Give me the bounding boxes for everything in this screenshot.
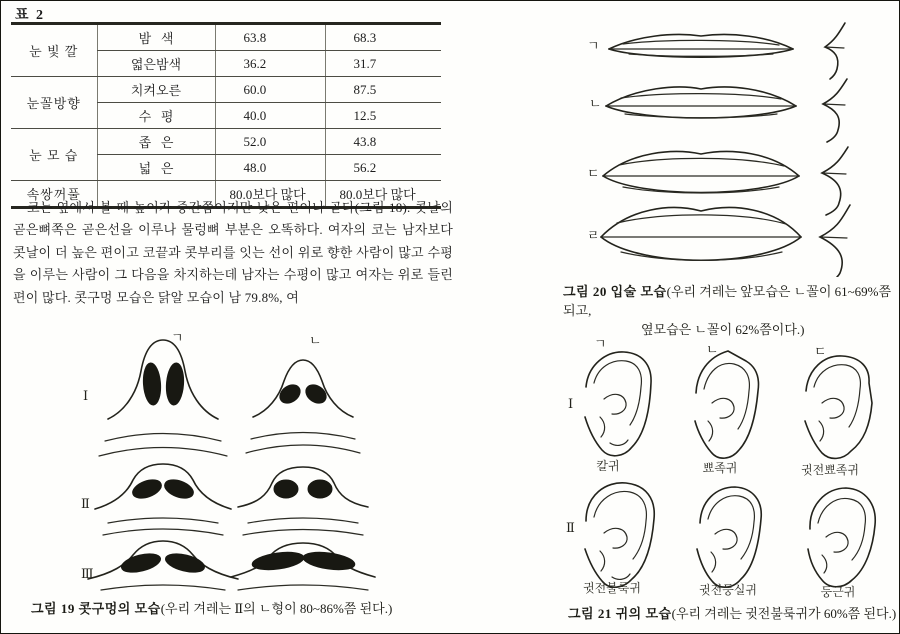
fig19-column-label: ㄱ [171,330,184,345]
fig19-row-label: Ⅱ [81,496,90,511]
table-row [11,24,441,51]
nose-row3-type-g [88,541,238,590]
fig21-row-label: Ⅱ [566,520,575,535]
lip-shapes-drawing [551,9,899,277]
sub-label: 치켜오른 [97,77,215,103]
value-cell: 68.3 [325,24,441,51]
group-label-eye-color: 눈 빛 깔 [11,24,97,77]
value-cell: 48.0 [215,155,325,181]
figure-20-caption-note-line2: 옆모습은 ㄴ꼴이 62%쯤이다.) [641,322,805,337]
ear-name-pointed-ear: 뾰족귀 [702,461,738,475]
sub-label: 좁 은 [97,129,215,155]
value-cell: 63.8 [215,24,325,51]
figure-20-caption [563,281,897,338]
nose-row2-type-n [238,467,368,535]
sub-label: 넓 은 [97,155,215,181]
sub-label: 엷은밤색 [97,51,215,77]
value-cell: 52.0 [215,129,325,155]
lips-side-row3 [822,147,848,215]
ear-name-knife-ear: 칼귀 [596,459,620,473]
ear-name-pointed-rim-ear: 귓전뾰족귀 [801,463,859,477]
fig19-row-label: Ⅰ [83,388,89,403]
fig20-row-label: ㄹ [587,228,600,243]
fig20-row-label: ㄷ [587,166,600,181]
lips-front-row1 [609,35,793,58]
lips-front-row3 [603,152,799,193]
nose-row2-type-g [95,464,231,535]
ear-row2-round [808,488,875,587]
figure-20-caption-note-line1: (우리 겨레는 앞모습은 ㄴ꼴이 61~69%쯤 되고, [563,284,892,318]
fig19-row-label: Ⅲ [81,566,94,581]
value-cell: 56.2 [325,155,441,181]
figure-19-caption [31,598,392,617]
figure-21-caption-title: 그림 21 귀의 모습 [568,606,672,621]
nose-row3-type-n [231,543,375,590]
nose-row1-type-g [99,340,227,456]
fig19-column-label: ㄴ [309,333,322,348]
table-2 [11,22,441,209]
group-label-eye-direction: 눈꼴방향 [11,77,97,129]
lips-side-row4 [820,205,850,277]
sub-label: 수 평 [97,103,215,129]
ear-row1-knife [585,352,651,456]
value-cell: 36.2 [215,51,325,77]
table-2-label: 표 2 [15,8,46,23]
figure-20-lip-shapes [551,9,899,277]
ear-name-soft-rim-ear: 귓전둥실귀 [699,583,757,597]
value-cell: 87.5 [325,77,441,103]
group-label-inner-double-eyelid: 속쌍꺼풀 [26,187,81,202]
nose-row1-type-n [246,360,360,453]
ear-row2-bulging-rim [585,483,654,587]
lips-side-row1 [825,23,845,79]
fig21-row-label: Ⅰ [568,396,574,411]
fig21-column-label: ㄱ [594,336,607,351]
figure-21-caption [568,603,896,622]
fig21-column-label: ㄷ [814,344,827,359]
ear-row1-pointed [695,351,759,458]
value-cell: 43.8 [325,129,441,155]
ear-row1-pointed-rim [805,356,872,458]
figure-19-caption-note: (우리 겨레는 Ⅱ의 ㄴ형이 80~86%쯤 된다.) [160,601,393,616]
figure-19-caption-title: 그림 19 콧구멍의 모습 [31,601,161,616]
ear-row2-soft-rim [697,487,761,587]
value-cell: 60.0 [215,77,325,103]
fig20-row-label: ㄴ [589,96,602,111]
sub-label: 밤 색 [97,24,215,51]
lips-front-row2 [606,87,796,118]
figure-19-nostril-shapes [53,327,453,599]
ear-name-bulging-rim-ear: 귓전불룩귀 [583,581,641,595]
lips-front-row4 [601,208,801,261]
table-row [11,77,441,103]
fig21-column-label: ㄴ [706,342,719,357]
figure-20-caption-title: 그림 20 입술 모습 [563,284,667,299]
group-label-eye-shape: 눈 모 습 [11,129,97,181]
body-paragraph: 코는 옆에서 볼 때 높이가 중간쯤이지만 낮은 편이나 곧다(그림 18). 콧날의 곧은뼈쪽은 곧은선을 이루나 물렁뼈 부분은 오똑하다. 여자의 코는 남자보다 콧날이 더 높은 편이고 코끝과 콧부리를 잇는 선이 위로 향한 사람이 많고 수평을 이루는 사람이 그 다음을 차지하는데 남자는 수평이 많고 여자는 위로 들린 편이 많다. 콧구멍 모습은 닭알 모습이 남 79.8%, 여 [13,200,453,305]
value-cell: 12.5 [325,103,441,129]
value-cell: 31.7 [325,51,441,77]
figure-21-caption-note: (우리 겨레는 귓전불룩귀가 60%쯤 된다.) [671,606,897,621]
value-cell: 40.0 [215,103,325,129]
lips-side-row2 [823,79,847,142]
ear-name-round-ear: 둥근귀 [820,585,856,599]
figure-21-ear-shapes [546,331,898,597]
value-cell: 80.0보다 많다 [215,181,325,208]
nostril-shapes-drawing [53,327,453,599]
table-row [11,129,441,155]
fig20-row-label: ㄱ [587,38,600,53]
value-cell: 80.0보다 많다 [325,181,441,208]
